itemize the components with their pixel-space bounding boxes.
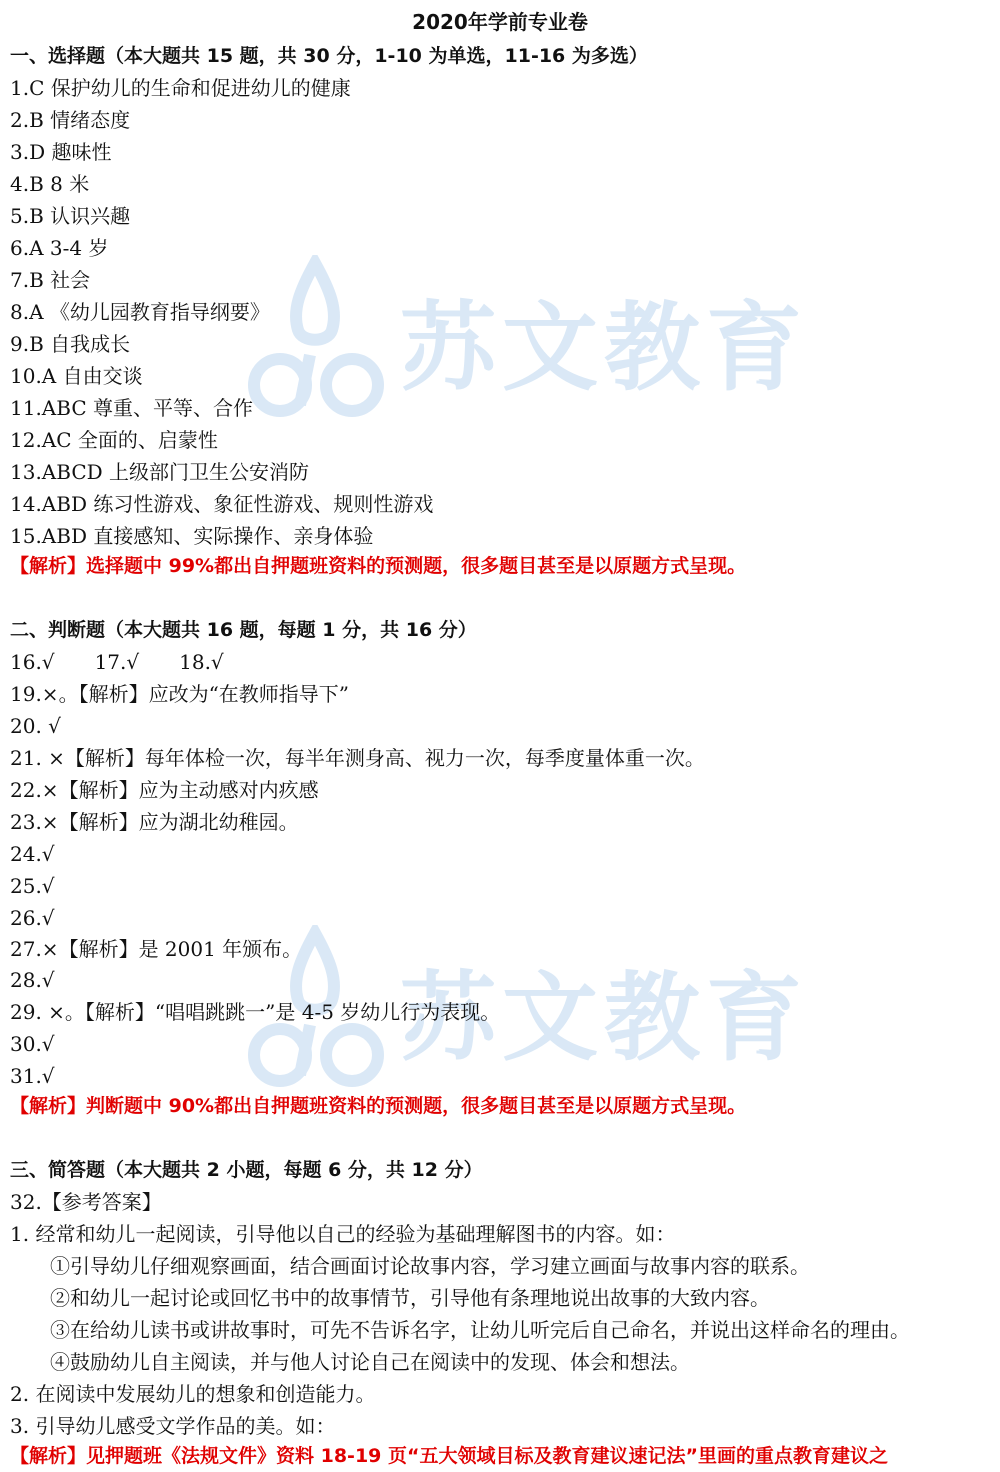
watermark-text: 苏文教育: [400, 291, 808, 404]
page-title: 2020年学前专业卷: [412, 10, 588, 34]
section-heading-judgment: 二、判断题（本大题共 16 题，每题 1 分，共 16 分）: [10, 619, 477, 641]
answer-subpoint: ②和幼儿一起讨论或回忆书中的故事情节，引导他有条理地说出故事的大致内容。: [50, 1286, 770, 1310]
answer-item: 10.A 自由交谈: [10, 364, 143, 388]
analysis-note: 【解析】见押题班《法规文件》资料 18-19 页“五大领域目标及教育建议速记法”里画的重点教育建议之: [10, 1445, 888, 1467]
answer-item: 7.B 社会: [10, 268, 91, 292]
answer-subpoint: ④鼓励幼儿自主阅读，并与他人讨论自己在阅读中的发现、体会和想法。: [50, 1350, 690, 1374]
answer-item: 2.B 情绪态度: [10, 108, 131, 132]
answer-item: 11.ABC 尊重、平等、合作: [10, 396, 253, 420]
answer-item: 18.√: [179, 650, 224, 674]
answer-subpoint: ③在给幼儿读书或讲故事时，可先不告诉名字，让幼儿听完后自己命名，并说出这样命名的理由。: [50, 1318, 910, 1342]
answer-item: 31.√: [10, 1064, 55, 1088]
answer-item: 8.A 《幼儿园教育指导纲要》: [10, 300, 270, 324]
answer-point: 2. 在阅读中发展幼儿的想象和创造能力。: [10, 1382, 376, 1406]
answer-item: 13.ABCD 上级部门卫生公安消防: [10, 460, 310, 484]
analysis-note: 【解析】选择题中 99%都出自押题班资料的预测题，很多题目甚至是以原题方式呈现。: [10, 555, 747, 577]
answer-item: 26.√: [10, 906, 55, 930]
answer-item: 21. ×【解析】每年体检一次，每半年测身高、视力一次，每季度量体重一次。: [10, 746, 705, 770]
answer-item: 17.√: [94, 650, 140, 674]
answer-item: 30.√: [10, 1032, 55, 1056]
answer-item: 12.AC 全面的、启蒙性: [10, 428, 218, 452]
answer-item: 5.B 认识兴趣: [10, 204, 131, 228]
analysis-note: 【解析】判断题中 90%都出自押题班资料的预测题，很多题目甚至是以原题方式呈现。: [10, 1095, 747, 1117]
answer-item: 29. ×。【解析】“唱唱跳跳一”是 4-5 岁幼儿行为表现。: [10, 1000, 501, 1024]
answer-point: 1. 经常和幼儿一起阅读，引导他以自己的经验为基础理解图书的内容。如：: [10, 1222, 676, 1246]
answer-item: 27.×【解析】是 2001 年颁布。: [10, 937, 303, 961]
answer-item: 15.ABD 直接感知、实际操作、亲身体验: [10, 524, 374, 548]
answer-item: 20. √: [10, 714, 61, 738]
answer-item: 1.C 保护幼儿的生命和促进幼儿的健康: [10, 76, 351, 100]
watermark-logo-icon: [240, 255, 390, 425]
answer-item: 19.×。【解析】应改为“在教师指导下”: [10, 682, 350, 706]
answer-item: 24.√: [10, 842, 55, 866]
answer-item: 6.A 3-4 岁: [10, 236, 109, 260]
section-heading-short-answer: 三、简答题（本大题共 2 小题，每题 6 分，共 12 分）: [10, 1159, 483, 1181]
question-label: 32.【参考答案】: [10, 1190, 162, 1214]
answer-point: 3. 引导幼儿感受文学作品的美。如：: [10, 1414, 336, 1438]
answer-row: [10, 648, 224, 676]
answer-item: 3.D 趣味性: [10, 140, 112, 164]
watermark-text: 苏文教育: [400, 961, 808, 1074]
answer-item: 16.√: [10, 650, 55, 674]
answer-subpoint: ①引导幼儿仔细观察画面，结合画面讨论故事内容，学习建立画面与故事内容的联系。: [50, 1254, 810, 1278]
answer-item: 22.×【解析】应为主动感对内疚感: [10, 778, 319, 802]
answer-item: 28.√: [10, 968, 55, 992]
answer-item: 14.ABD 练习性游戏、象征性游戏、规则性游戏: [10, 492, 434, 516]
watermark-top: [240, 255, 808, 425]
section-heading-choice: 一、选择题（本大题共 15 题，共 30 分，1-10 为单选，11-16 为多选）: [10, 45, 648, 67]
answer-item: 25.√: [10, 874, 55, 898]
answer-item: 4.B 8 米: [10, 172, 90, 196]
answer-item: 23.×【解析】应为湖北幼稚园。: [10, 810, 299, 834]
answer-item: 9.B 自我成长: [10, 332, 131, 356]
